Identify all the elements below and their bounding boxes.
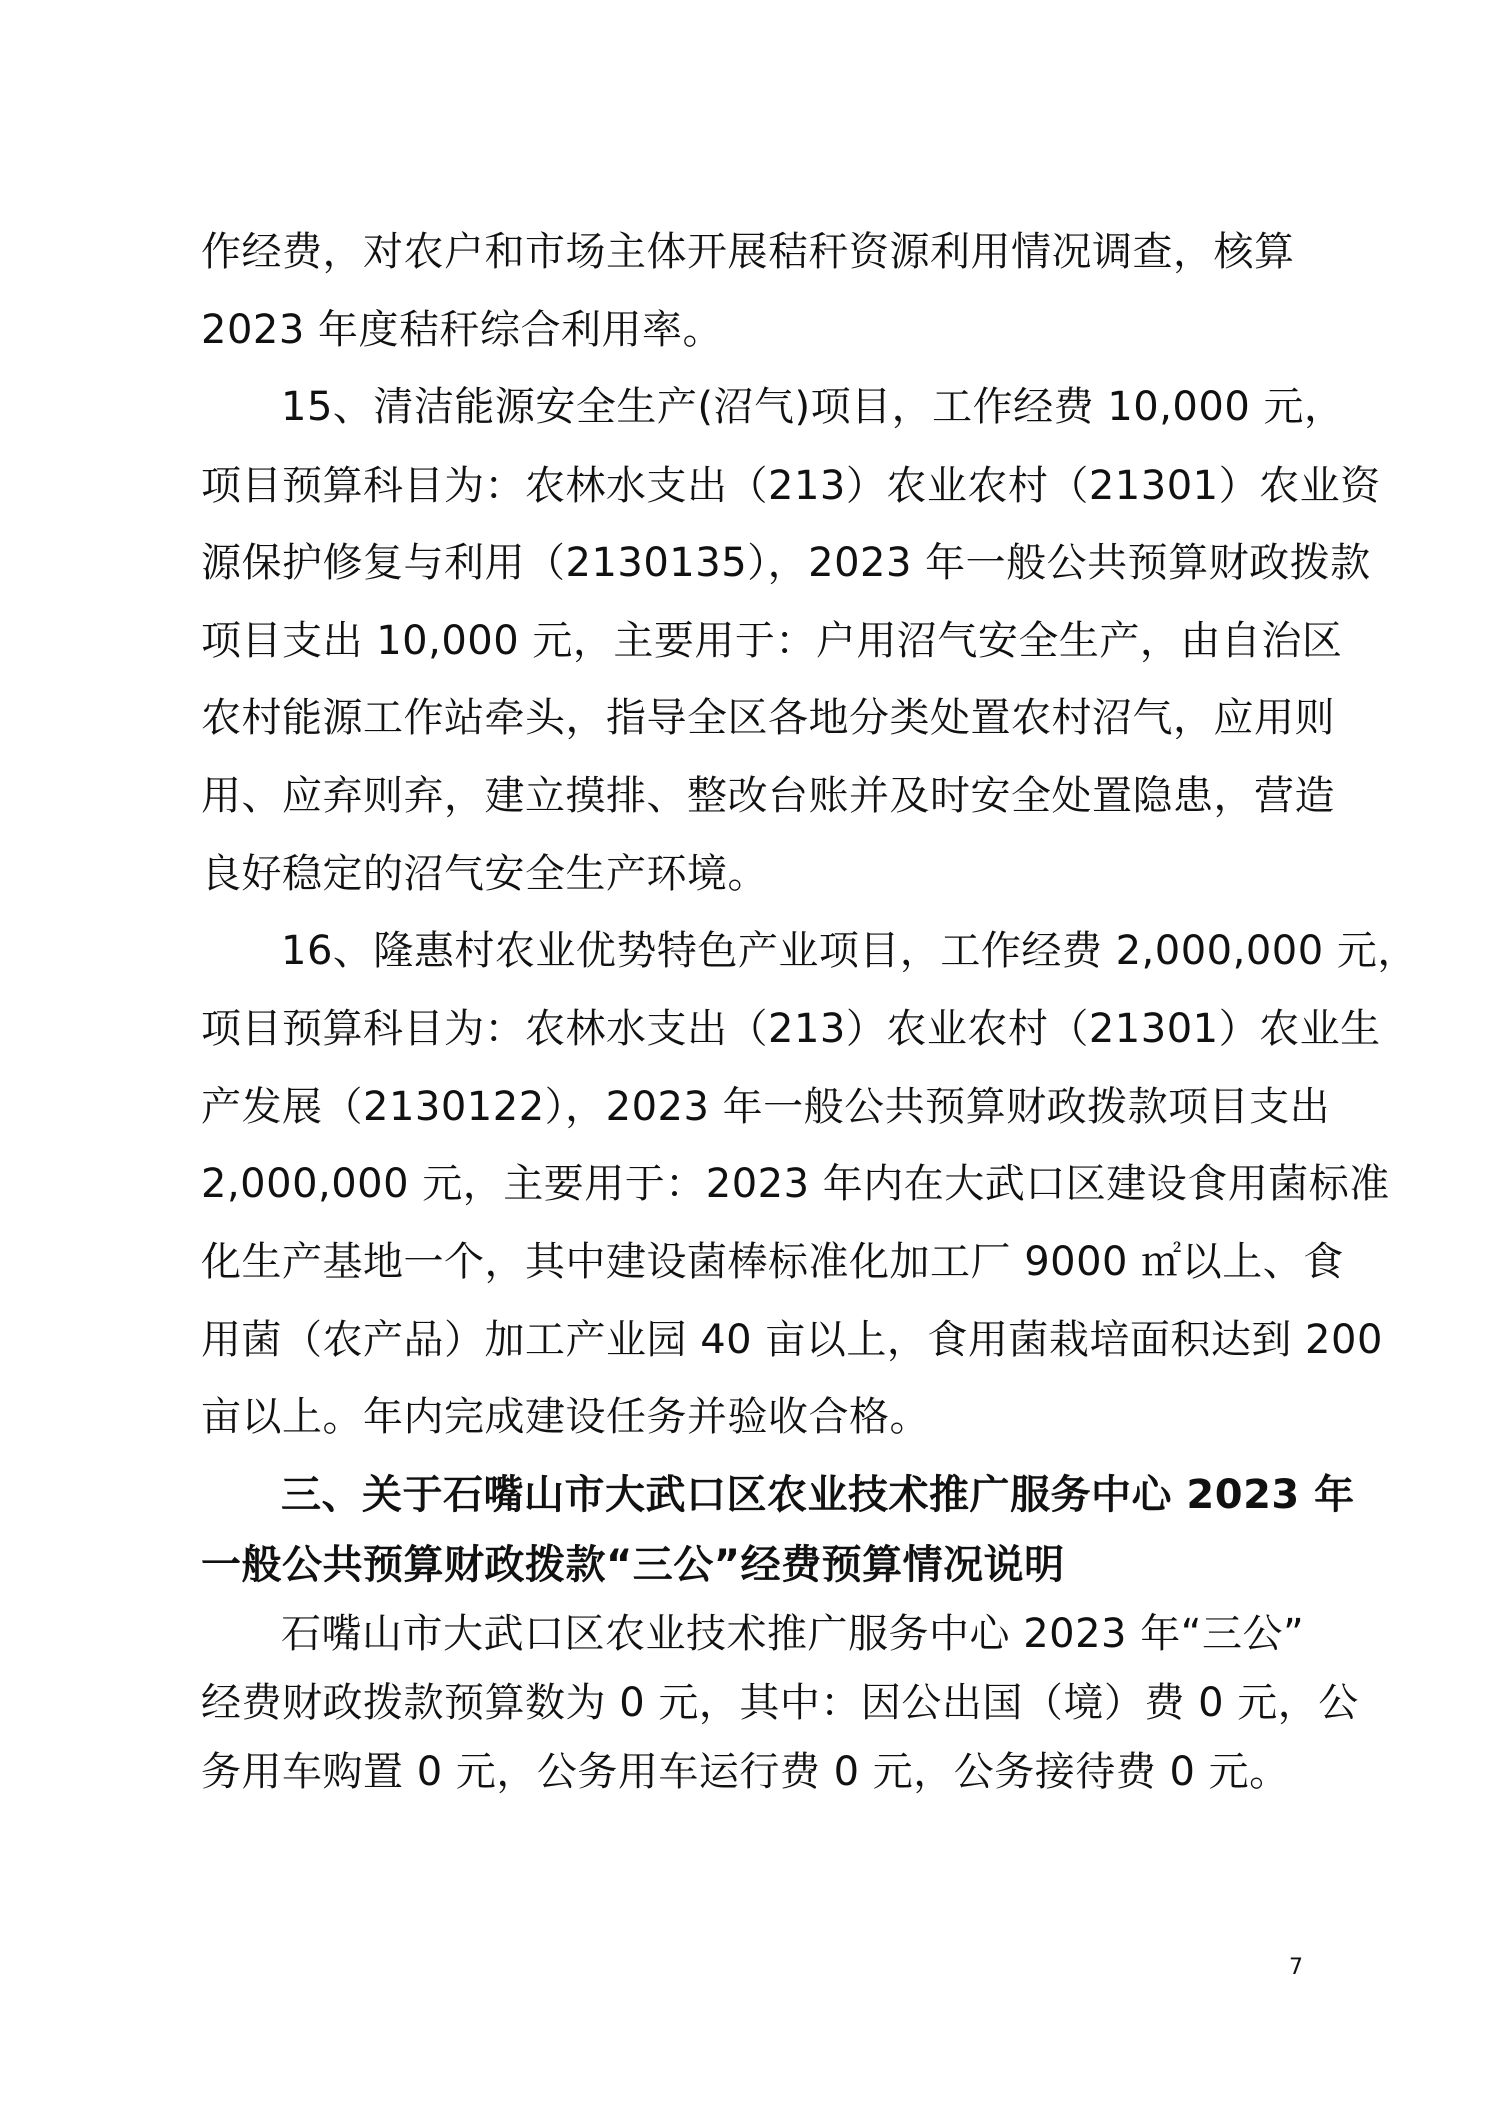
- body-text-line: 亩以上。年内完成建设任务并验收合格。: [201, 1394, 930, 1440]
- body-text-line: 务用车购置 0 元，公务用车运行费 0 元，公务接待费 0 元。: [201, 1749, 1290, 1795]
- body-text-line: 用菌（农产品）加工产业园 40 亩以上，食用菌栽培面积达到 200: [201, 1317, 1383, 1363]
- body-text-line: 经费财政拨款预算数为 0 元，其中：因公出国（境）费 0 元，公: [201, 1680, 1359, 1726]
- item-16-line: 16、隆惠村农业优势特色产业项目，工作经费 2,000,000 元，: [281, 928, 1418, 974]
- section-heading-line: 一般公共预算财政拨款“三公”经费预算情况说明: [201, 1542, 1065, 1588]
- body-text-line: 农村能源工作站牵头，指导全区各地分类处置农村沼气，应用则: [201, 695, 1335, 741]
- body-text-line: 良好稳定的沼气安全生产环境。: [201, 851, 768, 897]
- body-text-line: 产发展（2130122），2023 年一般公共预算财政拨款项目支出: [201, 1084, 1331, 1130]
- page-number: 7: [1289, 1955, 1303, 1980]
- body-text-line: 作经费，对农户和市场主体开展秸秆资源利用情况调查，核算: [201, 229, 1295, 275]
- body-text-line: 项目支出 10,000 元，主要用于：户用沼气安全生产，由自治区: [201, 618, 1343, 664]
- item-15-line: 15、清洁能源安全生产(沼气)项目，工作经费 10,000 元，: [281, 384, 1345, 430]
- body-text-line: 项目预算科目为：农林水支出（213）农业农村（21301）农业生: [201, 1006, 1381, 1052]
- body-text-line: 石嘴山市大武口区农业技术推广服务中心 2023 年“三公”: [281, 1611, 1305, 1657]
- body-text-line: 项目预算科目为：农林水支出（213）农业农村（21301）农业资: [201, 463, 1381, 509]
- body-text-line: 源保护修复与利用（2130135），2023 年一般公共预算财政拨款: [201, 540, 1371, 586]
- body-text-line: 2023 年度秸秆综合利用率。: [201, 307, 724, 353]
- body-text-line: 2,000,000 元，主要用于：2023 年内在大武口区建设食用菌标准: [201, 1161, 1390, 1207]
- body-text-line: 用、应弃则弃，建立摸排、整改台账并及时安全处置隐患，营造: [201, 773, 1335, 819]
- section-heading-line: 三、关于石嘴山市大武口区农业技术推广服务中心 2023 年: [281, 1472, 1355, 1518]
- body-text-line: 化生产基地一个，其中建设菌棒标准化加工厂 9000 ㎡以上、食: [201, 1239, 1344, 1285]
